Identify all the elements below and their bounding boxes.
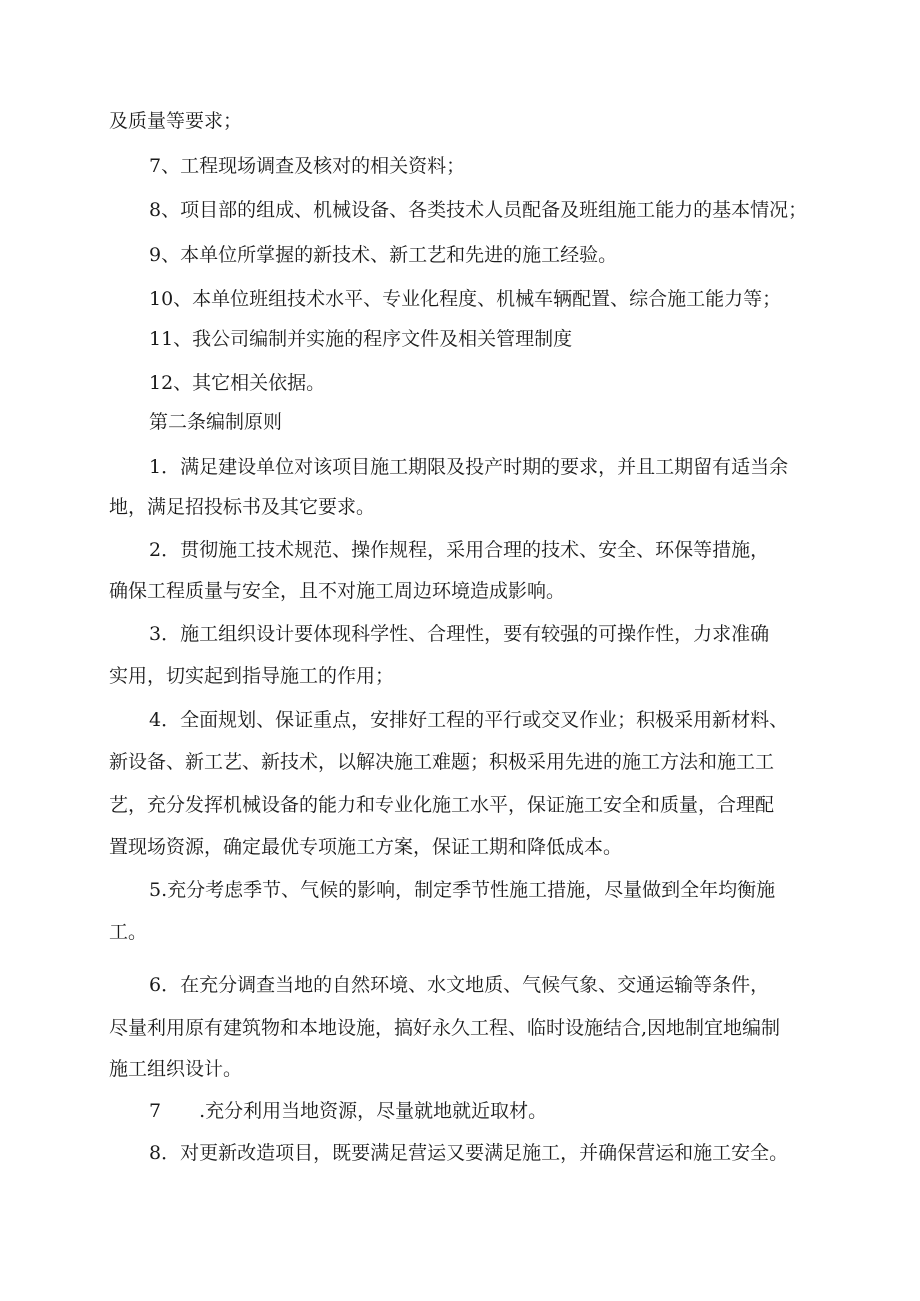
principle-3-line-2: 实用，切实起到指导施工的作用； [109,665,395,687]
principle-6-line-1: 6．在充分调查当地的自然环境、水文地质、气候气象、交通运输等条件， [149,974,770,996]
principle-1-line-1: 1．满足建设单位对该项目施工期限及投产时期的要求，并且工期留有适当余 [149,456,789,478]
list-item-11: 11、我公司编制并实施的程序文件及相关管理制度 [149,328,573,350]
principle-3-line-1: 3．施工组织设计要体现科学性、合理性，要有较强的可操作性，力求准确 [149,623,770,645]
principle-2-line-2: 确保工程质量与安全，且不对施工周边环境造成影响。 [109,580,566,602]
list-item-12: 12、其它相关依据。 [149,372,326,394]
principle-5-line-1: 5.充分考虑季节、气候的影响，制定季节性施工措施，尽量做到全年均衡施 [149,879,776,901]
list-item-7: 7、工程现场调查及核对的相关资料； [149,155,466,177]
section-heading-principles: 第二条编制原则 [149,411,283,433]
list-item-8: 8、项目部的组成、机械设备、各类技术人员配备及班组施工能力的基本情况； [149,199,808,221]
principle-1-line-2: 地，满足招投标书及其它要求。 [109,496,376,518]
principle-8: 8．对更新改造项目，既要满足营运又要满足施工，并确保营运和施工安全。 [149,1142,789,1164]
principle-6-line-3: 施工组织设计。 [109,1058,243,1080]
principle-4-line-3: 艺，充分发挥机械设备的能力和专业化施工水平，保证施工安全和质量，合理配 [109,794,775,816]
principle-4-line-2: 新设备、新工艺、新技术，以解决施工难题；积极采用先进的施工方法和施工工 [109,751,775,773]
principle-2-line-1: 2．贯彻施工技术规范、操作规程，采用合理的技术、安全、环保等措施， [149,539,770,561]
principle-6-line-2: 尽量利用原有建筑物和本地设施，搞好永久工程、临时设施结合,因地制宜地编制 [109,1017,781,1039]
list-item-10: 10、本单位班组技术水平、专业化程度、机械车辆配置、综合施工能力等； [149,288,782,310]
principle-5-line-2: 工。 [109,921,148,943]
list-item-9: 9、本单位所掌握的新技术、新工艺和先进的施工经验。 [149,244,618,266]
text-line-quality-requirements: 及质量等要求； [109,110,243,132]
principle-4-line-1: 4．全面规划、保证重点，安排好工程的平行或交叉作业；积极采用新材料、 [149,709,789,731]
principle-7: 7 .充分利用当地资源，尽量就地就近取材。 [149,1100,548,1122]
principle-4-line-4: 置现场资源，确定最优专项施工方案，保证工期和降低成本。 [109,836,623,858]
